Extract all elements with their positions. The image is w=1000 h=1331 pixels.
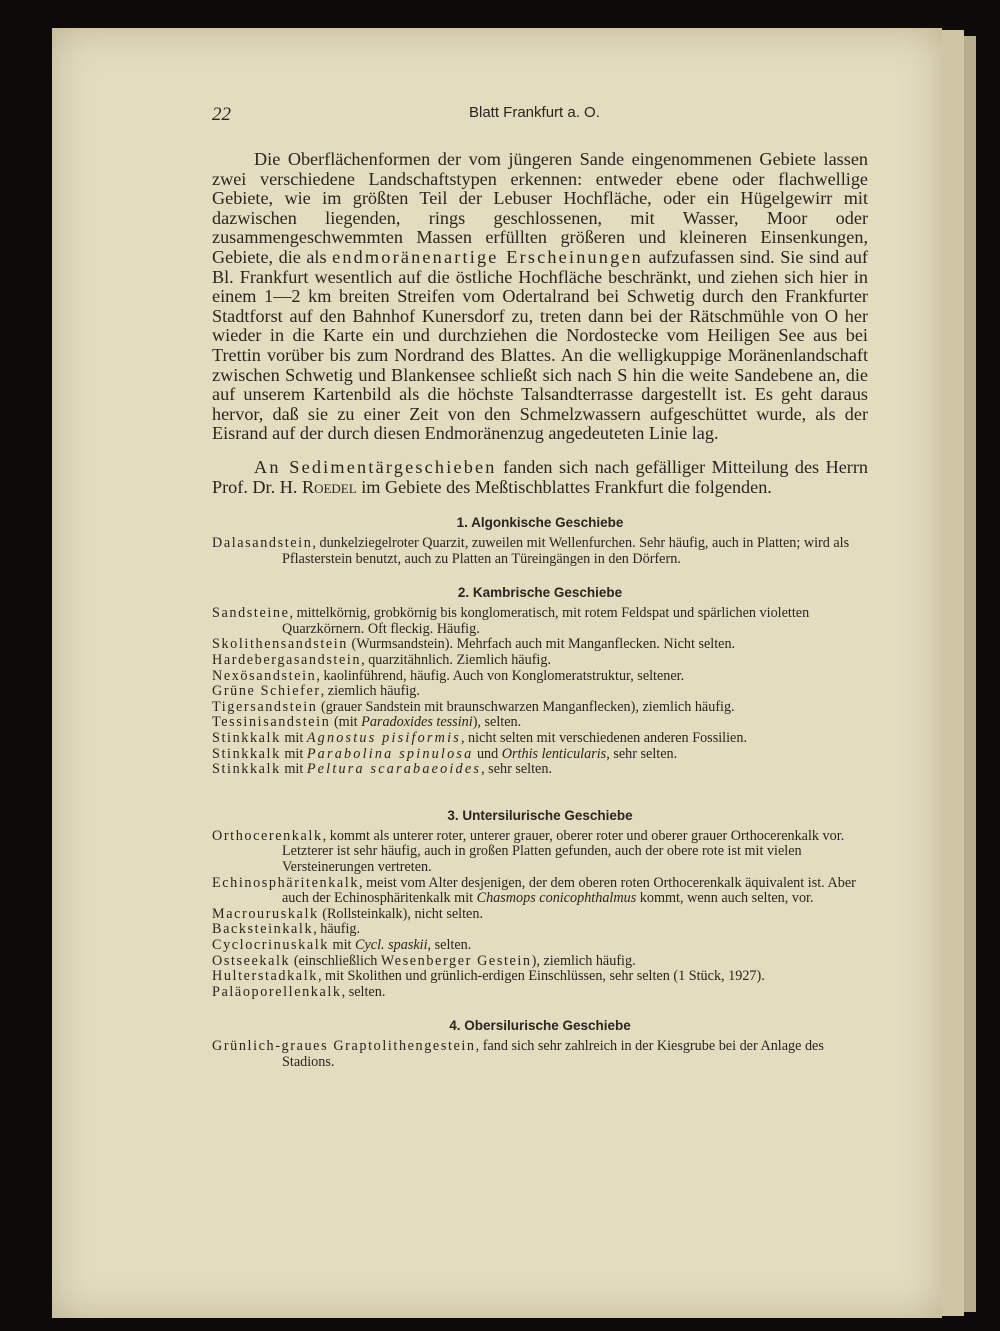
list-item: Orthocerenkalk, kommt als unterer roter, unterer grauer, oberer roter und oberer grauer Orthocerenkalk vor. Letzterer ist sehr häufig, auch in großen Platten gefunden, auch der obere rote ist mit vielen Versteinerungen vertreten. xyxy=(212,827,845,875)
section-heading-algonkian: 1. Algonkische Geschiebe xyxy=(456,515,624,531)
paragraph-landforms: Die Oberflächenformen der vom jüngeren Sande eingenommenen Gebiete lassen zwei verschiedene Landschaftstypen erkennen: entweder ebene oder flachwellige Gebiete, wie im größten Teil der Lebuser Hochfläche, oder ein Hügelgewirr mit dazwischen liegenden, rings geschlossenen, mit Wasser, Moor oder zusammengeschwemmten Massen erfüllten größeren und kleineren Einsenkungen, Gebiete, die als endmoränenartige Erscheinungen aufzufassen sind. Sie sind auf Bl. Frankfurt wesentlich auf die östliche Hochfläche beschränkt, und ziehen sich hier in einem 1—2 km breiten Streifen vom Odertalrand bei Schwetig durch den Frankfurter Stadtforst auf den Bahnhof Kunersdorf zu, treten dann bei der Rätschmühle von O her wieder in die Karte ein und durchziehen die Nordostecke vom Heiligen See aus bei Trettin vorüber bis zum Nordrand des Blattes. An die welligkuppige Moränenlandschaft zwischen Schwetig und Blankensee schließt sich nach S hin die weite Sandebene an, die auf unserem Kartenbild als die höchste Talsandterrasse dargestellt ist. Es geht daraus hervor, daß sie zu einer Zeit von den Schmelzwassern aufgeschüttet wurde, als der Eisrand auf der durch diesen Endmoränenzug angedeuteten Linie lag. xyxy=(212,149,868,444)
list-item: Cyclocrinuskalk mit Cycl. spaskii, selten. xyxy=(212,936,472,953)
list-item: Grüne Schiefer, ziemlich häufig. xyxy=(212,683,420,700)
section-heading-upper-silurian: 4. Obersilurische Geschiebe xyxy=(449,1018,631,1034)
page-edge xyxy=(942,30,964,1316)
spaced-term: endmoränenartige Erscheinungen xyxy=(332,246,643,267)
list-item: Tessinisandstein (mit Paradoxides tessini), selten. xyxy=(212,714,522,731)
list-item: Grünlich-graues Graptolithengestein, fand sich sehr zahlreich in der Kiesgrube bei der Anlage des Stadions. xyxy=(212,1038,824,1070)
page-number: 22 xyxy=(212,104,231,125)
running-title: Blatt Frankfurt a. O. xyxy=(469,104,600,121)
list-item: Echinosphäritenkalk, meist vom Alter desjenigen, der dem oberen roten Orthocerenkalk äquivalent ist. Aber auch der Echinosphäritenkalk mit Chasmops conicophthalmus kommt, wenn auch selten, vor. xyxy=(212,874,856,907)
list-item: Paläoporellenkalk, selten. xyxy=(212,983,386,1000)
list-item: Macrouruskalk (Rollsteinkalk), nicht selten. xyxy=(212,905,483,922)
paragraph-sediment: An Sedimentärgeschieben fanden sich nach gefälliger Mitteilung des Herrn Prof. Dr. H. Roedel im Gebiete des Meßtischblattes Frankfurt die folgenden. xyxy=(212,456,868,497)
list-item: Hardebergasandstein, quarzitähnlich. Ziemlich häufig. xyxy=(212,652,551,669)
list-item: Dalasandstein, dunkelziegelroter Quarzit, zuweilen mit Wellenfurchen. Sehr häufig, auch in Platten; wird als Pflasterstein benutzt, auch zu Platten an Türeingängen in den Dörfern. xyxy=(212,535,850,567)
page-header xyxy=(212,100,868,134)
section-heading-lower-silurian: 3. Untersilurische Geschiebe xyxy=(447,807,633,823)
page-edge-2 xyxy=(964,36,976,1312)
list-item: Hulterstadkalk, mit Skolithen und grünlich-erdigen Einschlüssen, sehr selten (1 Stück, 1927). xyxy=(212,968,765,985)
list-item: Sandsteine, mittelkörnig, grobkörnig bis konglomeratisch, mit rotem Feldspat und spärlichen violetten Quarzkörnern. Oft fleckig. Häufig. xyxy=(212,605,810,637)
list-item: Skolithensandstein (Wurmsandstein). Mehrfach auch mit Manganflecken. Nicht selten. xyxy=(212,636,736,653)
page-content xyxy=(212,100,868,1071)
list-item: Stinkkalk mit Parabolina spinulosa und Orthis lenticularis, sehr selten. xyxy=(212,745,678,762)
list-item: Stinkkalk mit Agnostus pisiformis, nicht selten mit verschiedenen anderen Fossilien. xyxy=(212,730,747,747)
list-item: Nexösandstein, kaolinführend, häufig. Auch von Konglomeratstruktur, seltener. xyxy=(212,667,685,684)
list-item: Stinkkalk mit Peltura scarabaeoides, sehr selten. xyxy=(212,761,552,778)
list-item: Backsteinkalk, häufig. xyxy=(212,921,361,938)
list-item: Ostseekalk (einschließlich Wesenberger Gestein), ziemlich häufig. xyxy=(212,952,636,969)
spaced-term: An Sedimentärgeschieben xyxy=(254,456,497,477)
list-item: Tigersandstein (grauer Sandstein mit braunschwarzen Manganflecken), ziemlich häufig. xyxy=(212,698,735,715)
author-name: Roedel xyxy=(301,476,357,497)
section-heading-cambrian: 2. Kambrische Geschiebe xyxy=(457,585,623,601)
